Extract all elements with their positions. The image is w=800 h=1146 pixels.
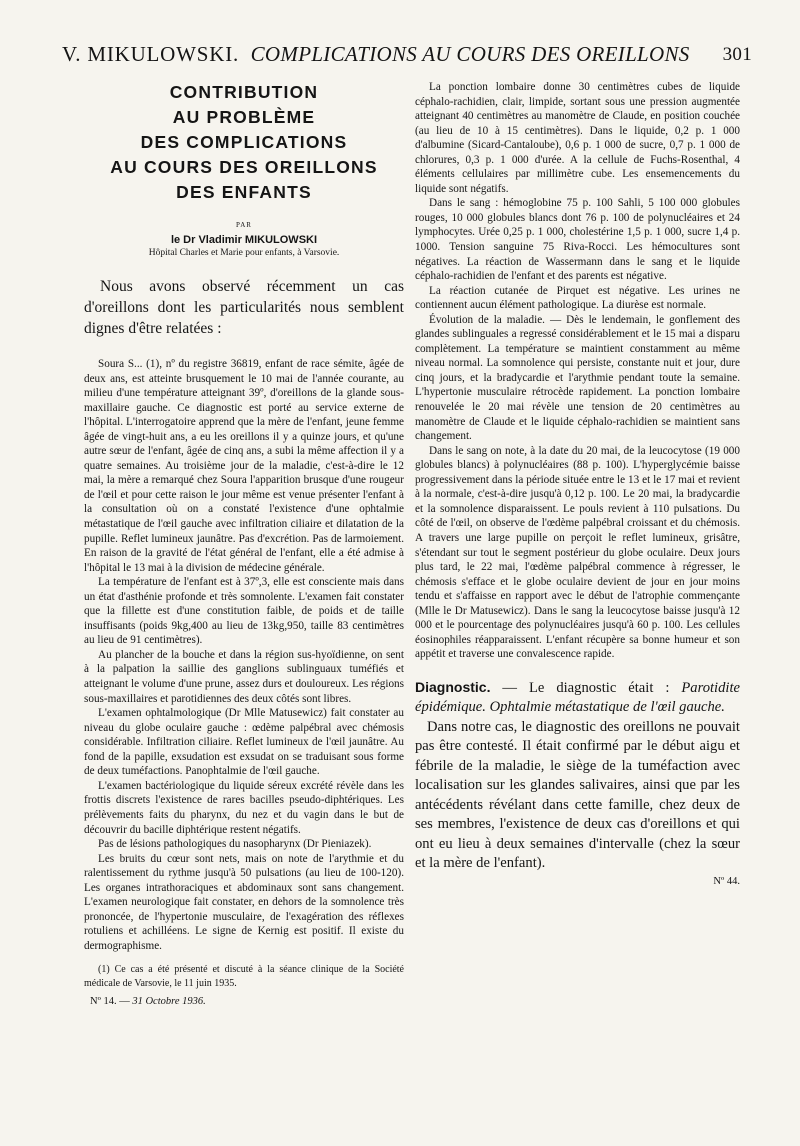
running-head [62,42,752,70]
diagnostic-lead-italic: Parotidite épidémique. Ophtalmie métastatique de l'œil gauche. [415,679,740,716]
body-paragraph: La réaction cutanée de Pirquet est négative. Les urines ne contiennent aucun élément pathologique. La diurèse est normale. [415,284,740,312]
body-paragraph: Les bruits du cœur sont nets, mais on note de l'arythmie et du ralentissement du rythme jusqu'à 50 pulsations (au lieu de 100-120). Les organes intrathoraciques et abdominaux sont sans changement. L'examen neurologique fait constater, en dehors de la somnolence très prononcée, de l'hypertonie musculaire, de l'exagération des réflexes rotuliens et achilléens. Le signe de Kernig est positif. Il existe du dermographisme. [84,852,404,952]
diagnostic-heading: Diagnostic. [415,678,491,695]
article-title-line: DES ENFANTS [176,182,312,202]
byline-par: PAR [236,221,252,229]
body-paragraph: Dans le sang on note, à la date du 20 mai, de la leucocytose (19 000 globules blancs) à polynucléaires (88 p. 100). L'hyperglycémie baisse progressivement dans la période située entre le 13 et le 17 mai et revient à la normale, c'est-à-dire jusqu'à 0,12 p. 100. Le 20 mai, la bradycardie et la somnolence disparaissent. Le pouls revient à 110 pulsations. Du côté de l'œil, on observe de l'œdème palpébral croissant et du chémosis. A travers une large pupille on perçoit le reflet lumineux, grisâtre, s'étendant sur tout le segment postérieur du globe oculaire. Deux jours plus tard, le 22 mai, l'œdème palpébral commence à régresser, le chémosis s'efface et le globe oculaire devient de jour en jour moins tendu et s'affaisse en rapport avec le début de l'atrophie commençante (Mlle le Dr Matusewicz). Dans le sang la leucocytose baisse jusqu'à 12 000 et le pourcentage des polynucléaires jusqu'à 60 p. 100. Les cellules éosinophiles réapparaissent. L'enfant récupère sa bonne humeur et son appétit et traverse une convalescence rapide. [415,444,740,661]
author-affiliation: Hôpital Charles et Marie pour enfants, à Varsovie. [148,248,340,258]
article-title-line: AU COURS DES OREILLONS [110,157,378,177]
article-title-line: CONTRIBUTION [169,82,319,102]
diagnostic-section [415,678,740,874]
running-head-title: COMPLICATIONS AU COURS DES OREILLONS [250,42,690,66]
running-head-author: V. MIKULOWSKI. [62,42,240,66]
article-title [84,80,404,205]
diagnostic-body: Dans notre cas, le diagnostic des oreillons ne pouvait pas être contesté. Il était confirmé par le début aigu et fébrile de la maladie, le siège de la tuméfaction avec localisation sur les glandes salivaires, ainsi que par les antécédents révélant dans cette famille, chez deux de ses membres, l'existence de deux cas d'oreillons et qui ont eu lieu à deux semaines d'intervalle (chez la sœur et la mère de l'enfant). [415,718,740,872]
body-paragraph: L'examen bactériologique du liquide séreux excrété révèle dans les frottis discrets l'existence de rares bacilles pseudo-diphtériques. Les prélèvements faits du pharynx, du nez et du vagin dans le but de découvrir du bacille diphtérique restent négatifs. [84,779,404,836]
body-paragraph: Évolution de la maladie. — Dès le lendemain, le gonflement des glandes sublinguales a regressé considérablement et le 15 mai a disparu complètement. La température se maintient constamment au même niveau normal. La somnolence qui persiste, constante nuit et jour, dure cinq jours, et la bradycardie et l'arythmie pendant toute la semaine. L'hypertonie musculaire rétrocède rapidement. La ponction lombaire renouvelée le 20 mai révèle une tension de 20 centimètres au manomètre de Claude et le liquide céphalo-rachidien se maintient sans changement. [415,313,740,443]
body-paragraph: Au plancher de la bouche et dans la région sus-hyoïdienne, on sent à la palpation la saillie des ganglions sublinguaux tuméfiés et atteignant le volume d'une prune, assez durs et douloureux. Les régions sous-maxillaires et parotidiennes des deux côtés sont libres. [84,648,404,705]
intro-paragraph: Nous avons observé récemment un cas d'oreillons dont les particularités nous semblent dignes d'être relatées : [84,278,404,337]
body-paragraph: Dans le sang : hémoglobine 75 p. 100 Sahli, 5 100 000 globules rouges, 10 000 globules blancs dont 76 p. 100 de polynucléaires et 24 lymphocytes. Urée 0,25 p. 1 000, cholestérine 1,5 p. 1 000, sucre 1,4 p. 1000. Tension sanguine 75 Riva-Rocci. Les hémocultures sont négatives. La réaction de Wassermann dans le sang et le liquide céphalo-rachidien de l'enfant et des parents est négative. [415,197,740,283]
article-author: le Dr Vladimir MIKULOWSKI [170,234,318,246]
body-paragraph: La température de l'enfant est à 37º,3, elle est consciente mais dans un état d'asthénie profonde et très somnolente. L'examen fait constater que la fillette est d'une constitution faible, de poids et de taille insuffisants (poids 9kg,400 au lieu de 13kg,950, taille 83 centimètres au lieu de 91 centimètres). [84,576,404,647]
article-title-line: DES COMPLICATIONS [140,132,348,152]
body-paragraph: Soura S... (1), nº du registre 36819, enfant de race sémite, âgée de deux ans, est atteinte brusquement le 10 mai de l'année courante, au milieu d'une température atteignant 39º, d'oreillons de la glande sous-maxillaire gauche. Ce diagnostic est porté au service externe de l'hôpital. L'interrogatoire apprend que la mère de l'enfant, jeune femme âgée de vingt-huit ans, a eu les oreillons il y a quinze jours, et qu'une autre sœur de l'enfant, âgée de cinq ans, a subi la même affection il y a quatre semaines. Au troisième jour de la maladie, c'est-à-dire le 12 mai, la mère a remarqué chez Soura l'apparition brusque d'une rougeur de l'œil et pour cette raison le jour même est venue présenter l'enfant à la consultation où on a constaté l'existence d'une ophtalmie métastatique de l'œil gauche avec infiltration ciliaire et dilatation de la pupille. Reflet lumineux jaunâtre. Pas d'excrétion. Pas de larmoiement. En raison de la gravité de l'état général de l'enfant, elle a été admise à l'hôpital le 13 mai à la division de médecine générale. [84,358,404,574]
article-title-line: AU PROBLÈME [172,107,316,127]
right-column [415,80,740,887]
issue-number-right: Nº 44. [713,875,740,887]
left-column [84,78,404,1007]
body-paragraph: La ponction lombaire donne 30 centimètres cubes de liquide céphalo-rachidien, clair, limpide, sortant sous une pression augmentée atteignant 40 centimètres au manomètre de Claude, en position couchée (au lieu de 10 à 15 centimètres). Dans le liquide, 0,2 p. 1 000 d'albumine (Sicard-Cantaloube), 0,6 p. 1 000 de sucre, 0,7 p. 1 000 de chlorures, 0,3 p. 1 000 d'urée. A la cellule de Fuchs-Rosenthal, 4 éléments cellulaires par millimètre cube. Les ensemencements du liquide sont négatifs. [415,81,740,195]
right-body [415,80,740,662]
diagnostic-lead-text: — Le diagnostic était : [490,679,682,696]
issue-date: 31 Octobre 1936. [132,996,206,1008]
diagnostic-lead [415,678,740,718]
page-number: 301 [722,44,752,65]
issue-number: Nº 14. [90,996,117,1008]
footnote: (1) Ce cas a été présenté et discuté à la séance clinique de la Société médicale de Varsovie, le 11 juin 1935. [84,964,404,989]
body-paragraph: Pas de lésions pathologiques du nasopharynx (Dr Pieniazek). [98,838,372,851]
body-paragraph: L'examen ophtalmologique (Dr Mlle Matusewicz) fait constater au niveau du globe oculaire gauche : œdème palpébral avec chémosis considérable. Infiltration ciliaire. Reflet lumineux de l'œil jaunâtre. Au fond de la papille, exsudation est exsudat on se traduisant sous forme de deux tuméfactions. Panophtalmie de l'œil gauche. [84,707,404,778]
left-body [84,357,404,953]
issue-info: Nº 14. — 31 Octobre 1936. [90,996,206,1008]
